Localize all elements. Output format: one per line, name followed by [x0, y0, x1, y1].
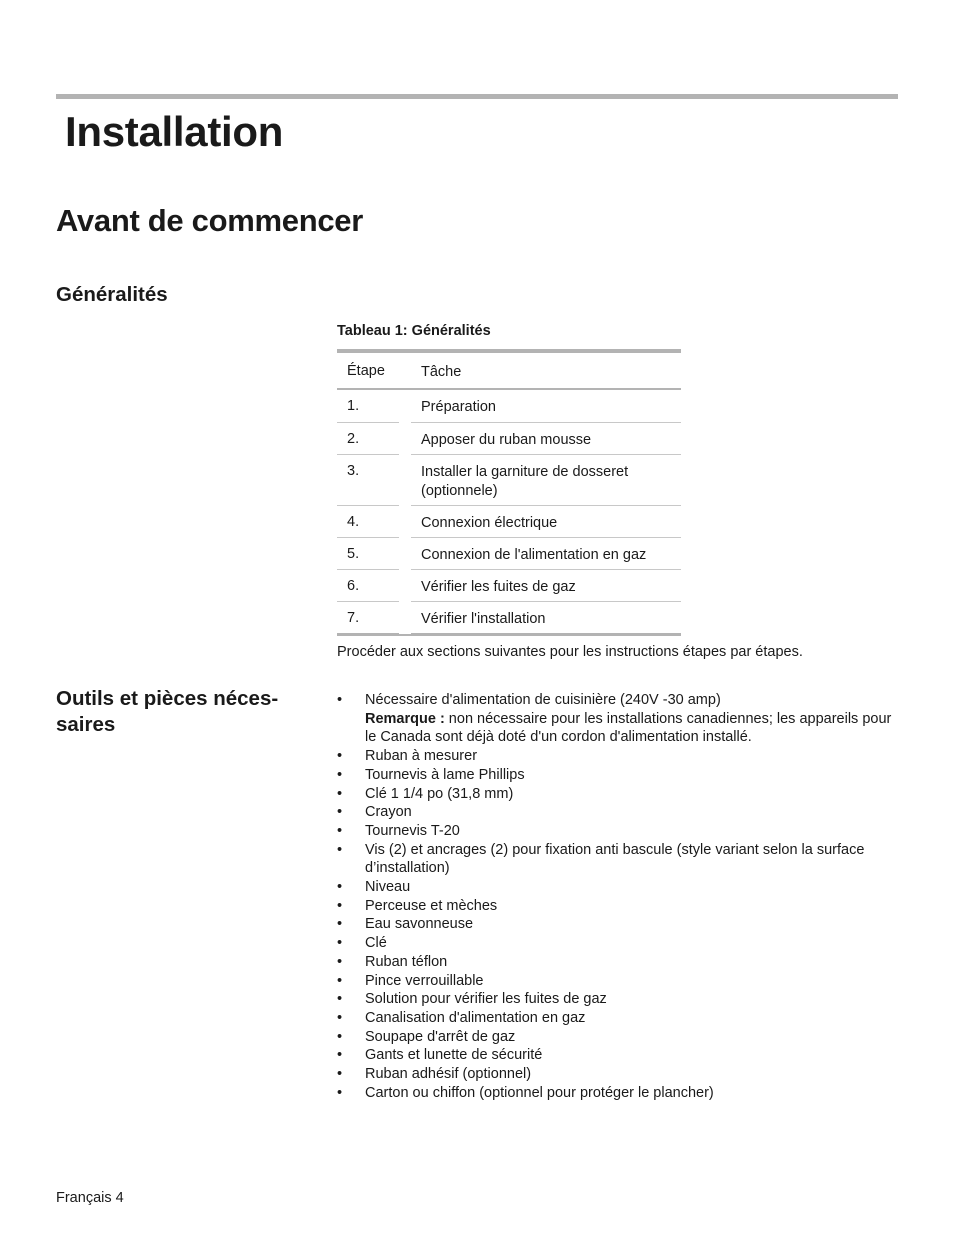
- header-rule: [56, 94, 898, 99]
- list-item: [337, 785, 902, 804]
- section-title: Avant de commencer: [56, 203, 364, 238]
- page-footer: Français 4: [56, 1190, 124, 1206]
- list-item: [337, 972, 902, 991]
- table-row: [337, 423, 681, 455]
- list-item-text: Clé 1 1/4 po (31,8 mm): [365, 785, 514, 802]
- note-text: non nécessaire pour les installations canadiennes; les appareils pour le Canada sont déjà doté d'un cordon d'alimentation installé.: [365, 710, 892, 746]
- list-item: [337, 841, 902, 878]
- list-item: [337, 803, 902, 822]
- table-row: [337, 455, 681, 506]
- intro-text: Procéder aux sections suivantes pour les instructions étapes par étapes.: [337, 644, 803, 660]
- page-title: Installation: [65, 108, 284, 155]
- table-cell-task: Préparation: [421, 399, 496, 415]
- list-item-text: Soupape d'arrêt de gaz: [365, 1028, 516, 1045]
- column-gap: [399, 602, 411, 634]
- bullet-icon: •: [337, 935, 343, 952]
- table-caption: Tableau 1: Généralités: [337, 323, 491, 339]
- table-cell-step: 2.: [347, 431, 360, 447]
- list-item-text: Nécessaire d'alimentation de cuisinière (240V -30 amp): [365, 692, 721, 708]
- list-item-text: Solution pour vérifier les fuites de gaz: [365, 991, 607, 1008]
- table-row: [337, 538, 681, 570]
- bullet-icon: •: [337, 972, 343, 989]
- list-item-text: Ruban téflon: [365, 953, 448, 970]
- table-cell-task: Apposer du ruban mousse: [421, 432, 592, 448]
- table-cell-task: Connexion de l'alimentation en gaz: [421, 547, 647, 563]
- bullet-icon: •: [337, 916, 343, 933]
- list-item: [337, 747, 902, 766]
- table-cell-step: 7.: [347, 610, 360, 626]
- bullet-icon: •: [337, 897, 343, 914]
- column-gap: [399, 506, 411, 538]
- list-item-text: Ruban adhésif (optionnel): [365, 1066, 532, 1083]
- table-row: [337, 506, 681, 538]
- table-cell-task: Installer la garniture de dosseret (optionnele): [421, 464, 629, 499]
- bullet-icon: •: [337, 748, 343, 765]
- table-cell-task: Vérifier les fuites de gaz: [421, 579, 576, 595]
- bullet-icon: •: [337, 822, 343, 839]
- column-gap: [399, 390, 411, 423]
- list-item: [337, 953, 902, 972]
- list-item-text: Ruban à mesurer: [365, 748, 478, 765]
- bullet-icon: •: [337, 804, 343, 821]
- list-item: [337, 897, 902, 916]
- bullet-icon: •: [337, 692, 343, 708]
- bullet-icon: •: [337, 785, 343, 802]
- list-item-text: Crayon: [365, 804, 412, 821]
- list-item-text: Pince verrouillable: [365, 972, 484, 989]
- list-item: [337, 1009, 902, 1028]
- table-header-row: [337, 353, 681, 390]
- list-item: [337, 990, 902, 1009]
- list-item: [337, 691, 902, 747]
- column-gap: [399, 455, 411, 506]
- table-cell-task: Connexion électrique: [421, 515, 558, 531]
- table-row: [337, 570, 681, 602]
- table-row: [337, 390, 681, 423]
- column-gap: [399, 570, 411, 602]
- subsection-general-title: Généralités: [56, 283, 168, 306]
- table-header-step: Étape: [347, 363, 385, 379]
- subsection-tools-title: Outils et pièces néces- saires: [56, 687, 279, 736]
- list-item: [337, 934, 902, 953]
- list-item-text: Eau savonneuse: [365, 916, 474, 933]
- list-item: [337, 1065, 902, 1084]
- table-cell-step: 1.: [347, 398, 360, 414]
- steps-table: [337, 349, 681, 636]
- table-cell-step: 3.: [347, 463, 360, 479]
- bullet-icon: •: [337, 841, 343, 858]
- table-body: [337, 390, 681, 636]
- list-item-text: Tournevis T-20: [365, 822, 460, 839]
- note-label: Remarque :: [365, 710, 445, 727]
- column-gap: [399, 538, 411, 570]
- tools-list: [337, 691, 902, 1102]
- list-item-text: Tournevis à lame Phillips: [365, 766, 525, 783]
- bullet-icon: •: [337, 766, 343, 783]
- bullet-icon: •: [337, 953, 343, 970]
- table-row: [337, 602, 681, 636]
- list-item-text: Gants et lunette de sécurité: [365, 1047, 543, 1064]
- list-item: [337, 915, 902, 934]
- column-gap: [399, 423, 411, 455]
- list-item-text: Vis (2) et ancrages (2) pour fixation anti bascule (style variant selon la surface d’installation): [365, 841, 865, 877]
- bullet-icon: •: [337, 1084, 343, 1101]
- bullet-icon: •: [337, 1009, 343, 1026]
- list-item: [337, 766, 902, 785]
- table-cell-step: 5.: [347, 546, 360, 562]
- list-item: [337, 1084, 902, 1103]
- list-item: [337, 878, 902, 897]
- table-header-task: Tâche: [421, 364, 462, 380]
- bullet-icon: •: [337, 991, 343, 1008]
- bullet-icon: •: [337, 1047, 343, 1064]
- table-cell-step: 4.: [347, 514, 360, 530]
- bullet-icon: •: [337, 879, 343, 896]
- bullet-icon: •: [337, 1028, 343, 1045]
- table-cell-task: Vérifier l'installation: [421, 611, 546, 627]
- list-item-text: Niveau: [365, 879, 411, 896]
- list-item: [337, 1028, 902, 1047]
- list-item-text: Canalisation d'alimentation en gaz: [365, 1009, 586, 1026]
- list-item-text: Perceuse et mèches: [365, 897, 498, 914]
- list-item-text: Clé: [365, 935, 387, 952]
- list-item-text: Carton ou chiffon (optionnel pour protéger le plancher): [365, 1084, 714, 1101]
- list-item: [337, 822, 902, 841]
- table-cell-step: 6.: [347, 578, 360, 594]
- bullet-icon: •: [337, 1066, 343, 1083]
- list-item: [337, 1046, 902, 1065]
